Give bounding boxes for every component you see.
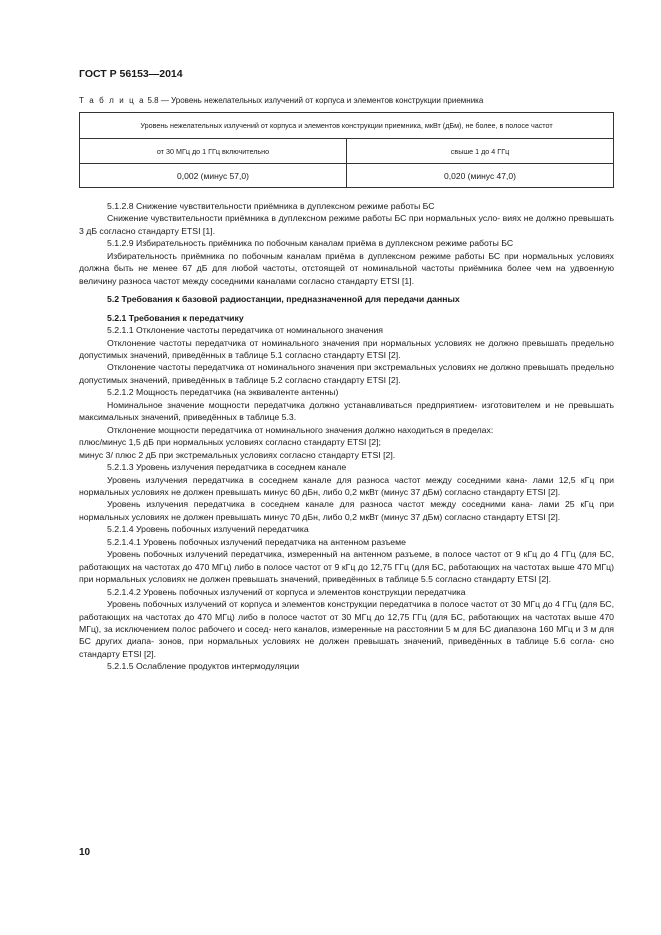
paragraph: Отклонение частоты передатчика от номинального значения при нормальных условиях не должно превышать предельно допустимых значений, приведённых в таблице 5.1 согласно стандарту ETSI [2].: [79, 337, 614, 360]
paragraph: Уровень излучения передатчика в соседнем канале для разноса частот между соседними кана- лами 12,5 кГц при нормальных условиях не должен превышать минус 60 дБн, либо 0,2 мкВт (минус 37 дБм) согласно стандарту ETSI [2].: [79, 474, 614, 497]
paragraph: 5.1.2.9 Избирательность приёмника по побочным каналам приёма в дуплексном режиме работы БС: [107, 238, 514, 249]
paragraph: 5.2.1.3 Уровень излучения передатчика в соседнем канале: [107, 462, 347, 473]
paragraph: Снижение чувствительности приёмника в дуплексном режиме работы БС при нормальных усло- виях не должно превышать 3 дБ согласно стандарту ETSI [1].: [79, 213, 614, 236]
list-item: минус 3/ плюс 2 дБ при экстремальных условиях согласно стандарту ETSI [2].: [79, 449, 396, 460]
table-caption-text: 5.8 — Уровень нежелательных излучений от корпуса и элементов конструкции приемника: [147, 96, 484, 105]
document-body: [79, 200, 614, 673]
table-caption: [79, 96, 483, 105]
paragraph: Уровень излучения передатчика в соседнем канале для разноса частот между соседними кана- лами 25 кГц при нормальных условиях не должен превышать минус 70 дБн, либо 0,2 мкВт (минус 37 дБм) согласно стандарту ETSI [2].: [79, 499, 614, 522]
paragraph: Уровень побочных излучений от корпуса и элементов конструкции передатчика в полосе частот от 30 МГц до 4 ГГц (для БС, работающих на частотах до 470 МГц) либо в полосе частот от 30 МГц до 12,75 ГГц (для БС, работающих на частотах выше 470 МГц), за исключением полос рабочего и сосед- него каналов, измеренные на расстоянии 5 м для БС диапазона 160 МГц и 3 м для БС других диапа- зонов, при нормальных условиях не должен превышать значений, приведённых в таблице 5.6 согла- сно стандарту ETSI [2].: [79, 599, 614, 659]
table-caption-label: Т а б л и ц а: [79, 96, 146, 105]
paragraph: Отклонение частоты передатчика от номинального значения при экстремальных условиях не должно превышать предельно допустимых значений, приведённых в таблице 5.2 согласно стандарту ETSI [2].: [79, 362, 614, 385]
value-cell-high-band: 0,020 (минус 47,0): [347, 164, 614, 188]
paragraph: Избирательность приёмника по побочным каналам приёма в дуплексном режиме работы БС при нормальных условиях должна быть не менее 67 дБ для любой частоты, отстоящей от номинальной частоты приёмника более чем на удвоенную величину разноса частот между соседними каналами согласно стандарту ETSI [1].: [79, 250, 614, 286]
paragraph: 5.2.1.1 Отклонение частоты передатчика от номинального значения: [107, 325, 384, 336]
value-cell-low-band: 0,002 (минус 57,0): [80, 164, 347, 188]
list-item: плюс/минус 1,5 дБ при нормальных условиях согласно стандарту ETSI [2];: [79, 437, 381, 448]
paragraph: 5.2.1.4.1 Уровень побочных излучений передатчика на антенном разъеме: [107, 536, 406, 547]
paragraph: Отклонение мощности передатчика от номинального значения должно находиться в пределах:: [107, 424, 494, 435]
table-header-cell: Уровень нежелательных излучений от корпуса и элементов конструкции приемника, мкВт (дБм), не более, в полосе частот: [80, 113, 614, 139]
section-heading: 5.2 Требования к базовой радиостанции, предназначенной для передачи данных: [107, 294, 460, 305]
emissions-table: [79, 112, 614, 188]
page-number: 10: [79, 847, 91, 858]
document-header: ГОСТ Р 56153—2014: [79, 68, 183, 80]
paragraph: 5.2.1.2 Мощность передатчика (на эквиваленте антенны): [107, 387, 339, 398]
paragraph: 5.2.1.4 Уровень побочных излучений передатчика: [107, 524, 309, 535]
subsection-heading: 5.2.1 Требования к передатчику: [107, 312, 244, 323]
paragraph: 5.2.1.5 Ослабление продуктов интермодуляции: [107, 661, 300, 672]
paragraph: Уровень побочных излучений передатчика, измеренный на антенном разъеме, в полосе частот от 9 кГц до 4 ГГц (для БС, работающих на частотах до 470 МГц) либо в полосе частот от 9 кГц до 12,75 ГГц (для БС, работающих на частотах выше 470 МГц) при нормальных условиях не должен превышать значений, приведённых в таблице 5.5 согласно стандарту ETSI [2].: [79, 549, 614, 585]
paragraph: 5.2.1.4.2 Уровень побочных излучений от корпуса и элементов конструкции передатчика: [107, 586, 466, 597]
column-header-high-band: свыше 1 до 4 ГГц: [347, 139, 614, 164]
paragraph: 5.1.2.8 Снижение чувствительности приёмника в дуплексном режиме работы БС: [107, 201, 435, 211]
column-header-low-band: от 30 МГц до 1 ГГц включительно: [80, 139, 347, 164]
paragraph: Номинальное значение мощности передатчика должно устанавливаться предприятием- изготовителем и не превышать максимальных значений, приведённых в таблице 5.3.: [79, 399, 614, 423]
